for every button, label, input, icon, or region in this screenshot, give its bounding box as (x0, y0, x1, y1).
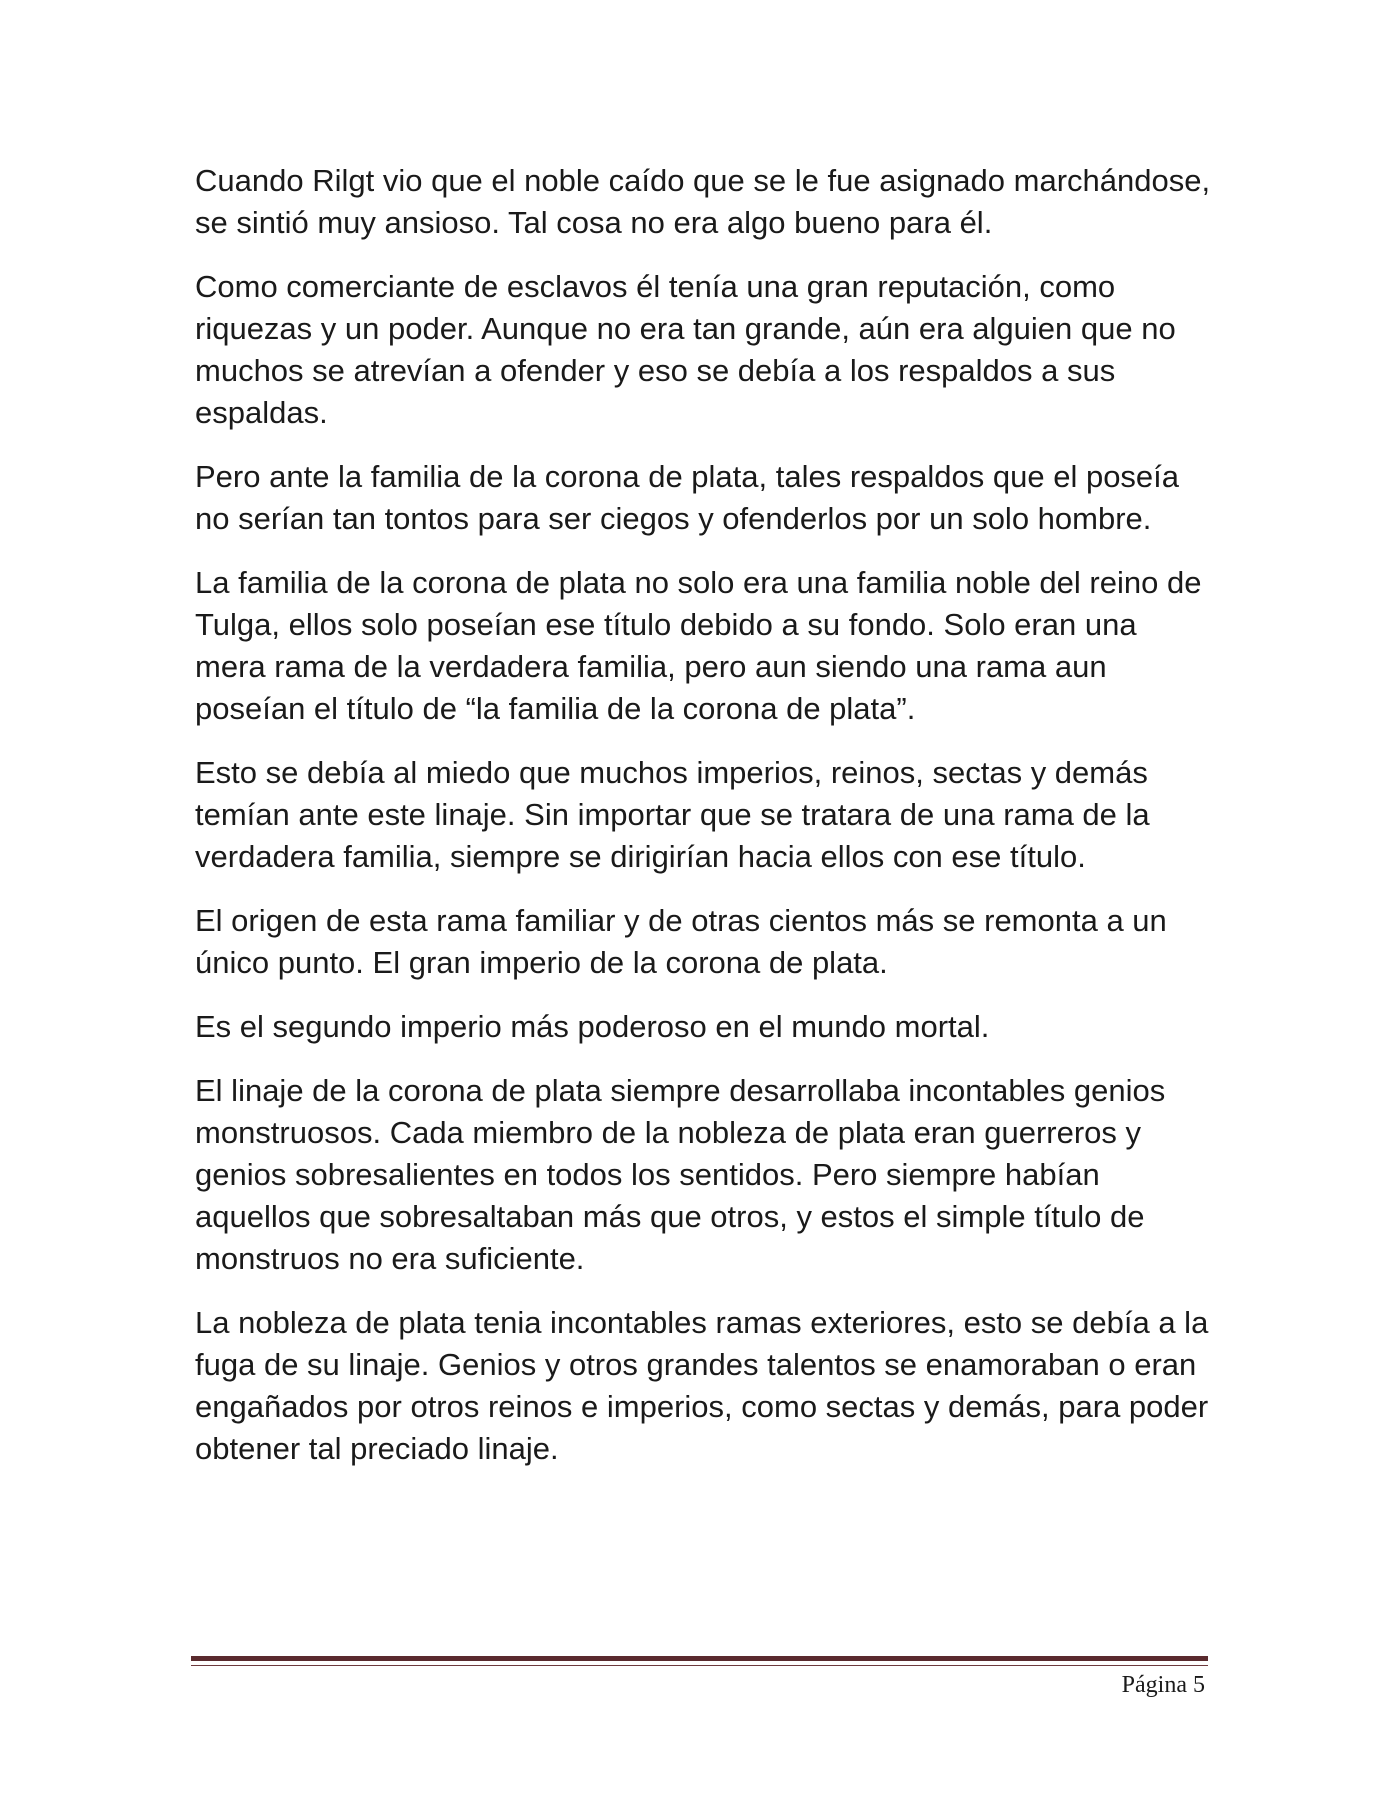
paragraph-7: Es el segundo imperio más poderoso en el mundo mortal. (195, 1009, 990, 1044)
paragraph-1: Cuando Rilgt vio que el noble caído que se le fue asignado marchándose, se sintió muy ansioso. Tal cosa no era algo bueno para él. (195, 163, 1211, 240)
paragraph-6: El origen de esta rama familiar y de otras cientos más se remonta a un único punto. El gran imperio de la corona de plata. (195, 903, 1167, 980)
footer-rule-thin (191, 1665, 1208, 1666)
paragraph-2: Como comerciante de esclavos él tenía una gran reputación, como riquezas y un poder. Aunque no era tan grande, aún era alguien que no muchos se atrevían a ofender y eso se debía a los respaldos a sus espaldas. (195, 269, 1176, 430)
paragraph-5: Esto se debía al miedo que muchos imperios, reinos, sectas y demás temían ante este linaje. Sin importar que se tratara de una rama de la verdadera familia, siempre se dirigirían hacia ellos con ese título. (195, 755, 1150, 874)
paragraph-9: La nobleza de plata tenia incontables ramas exteriores, esto se debía a la fuga de su linaje. Genios y otros grandes talentos se enamoraban o eran engañados por otros reinos e imperios, como sectas y demás, para poder obtener tal preciado linaje. (195, 1305, 1209, 1466)
paragraph-8: El linaje de la corona de plata siempre desarrollaba incontables genios monstruosos. Cada miembro de la nobleza de plata eran guerreros y genios sobresalientes en todos los sentidos. Pero siempre habían aquellos que sobresaltaban más que otros, y estos el simple título de monstruos no era suficiente. (195, 1073, 1166, 1276)
paragraph-3: Pero ante la familia de la corona de plata, tales respaldos que el poseía no serían tan tontos para ser ciegos y ofenderlos por un solo hombre. (195, 459, 1180, 536)
footer-rule (191, 1656, 1208, 1661)
page-number: Página 5 (1121, 1672, 1205, 1698)
paragraph-4: La familia de la corona de plata no solo era una familia noble del reino de Tulga, ellos solo poseían ese título debido a su fondo. Solo eran una mera rama de la verdadera familia, pero aun siendo una rama aun poseían el título de “la familia de la corona de plata”. (195, 565, 1202, 726)
body-text (195, 160, 1213, 1492)
